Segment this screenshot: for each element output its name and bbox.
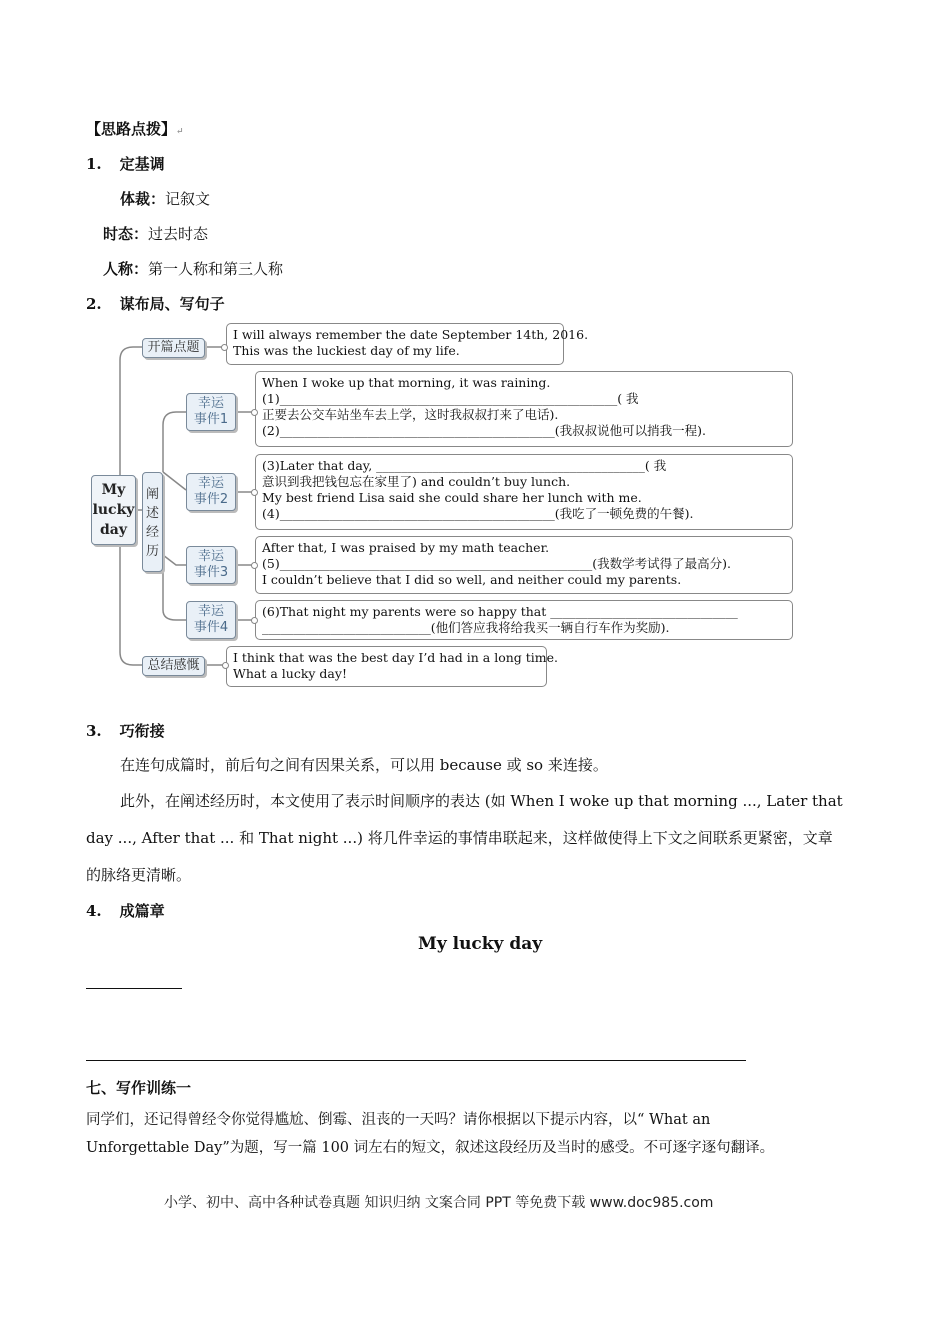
section-3-paragraph-2-line-2: day ..., After that ... 和 That night ...) 将几件幸运的事情串联起来，这样做使得上下文之间联系更紧密，文章 — [86, 829, 833, 847]
section-7-line-2: Unforgettable Day”为题，写一篇 100 词左右的短文，叙述这段经历及当时的感受。不可逐字逐句翻译。 — [86, 1140, 775, 1156]
section-1-heading: 1. 定基调 — [86, 155, 165, 173]
essay-title: My lucky day — [418, 934, 543, 954]
section-3-heading: 3. 巧衔接 — [86, 722, 165, 740]
tense-line: 时态：过去时态 — [103, 225, 209, 243]
connector-dot — [221, 344, 228, 351]
section-7-heading: 七、写作训练一 — [86, 1079, 192, 1097]
branch-closing: 总结感慨 — [142, 656, 205, 676]
event-label-4: 幸运 事件4 — [186, 601, 236, 639]
branch-middle: 阐 述 经 历 — [142, 472, 163, 572]
event-label-3: 幸运 事件3 — [186, 546, 236, 584]
section-3-paragraph-2-line-1: 此外，在阐述经历时，本文使用了表示时间顺序的表达 (如 When I woke up that morning ..., Later that — [120, 792, 843, 810]
section-3-paragraph-1: 在连句成篇时，前后句之间有因果关系，可以用 because 或 so 来连接。 — [120, 756, 608, 774]
branch-opening: 开篇点题 — [142, 338, 205, 358]
person-line: 人称：第一人称和第三人称 — [103, 260, 284, 278]
event-label-1: 幸运 事件1 — [186, 393, 236, 431]
connector-dot — [251, 409, 258, 416]
connector-dot — [251, 562, 258, 569]
section-3-paragraph-2-line-3: 的脉络更清晰。 — [86, 866, 192, 884]
event-box-1: When I woke up that morning, it was raining. (1)______________________________________________________( 我 正要去公交车站坐车去上学，这时我叔叔打来了电话). (2)____________________________________________(我叔叔说他可以捎我一程). — [255, 371, 793, 447]
mindmap-center: My lucky day — [91, 475, 136, 545]
section-hint: 【思路点拨】↵ — [86, 120, 184, 138]
section-2-heading: 2. 谋布局、写句子 — [86, 295, 225, 313]
connector-dot — [251, 617, 258, 624]
opening-box: I will always remember the date September 14th, 2016. This was the luckiest day of my life. — [226, 323, 564, 365]
essay-long-line — [86, 1060, 746, 1061]
event-box-2: (3)Later that day, ___________________________________________( 我 意识到我把钱包忘在家里了) and couldn’t buy lunch. My best friend Lisa said she could share her lunch with me. (4)____________________________________________(我吃了一顿免费的午餐). — [255, 454, 793, 530]
section-4-heading: 4. 成篇章 — [86, 902, 165, 920]
connector-dot — [251, 489, 258, 496]
essay-short-line — [86, 988, 182, 989]
section-7-line-1: 同学们，还记得曾经令你觉得尴尬、倒霉、沮丧的一天吗？请你根据以下提示内容，以“ What an — [86, 1112, 711, 1128]
event-label-2: 幸运 事件2 — [186, 473, 236, 511]
genre-line: 体裁：记叙文 — [120, 190, 211, 208]
connector-dot — [222, 662, 229, 669]
event-box-3: After that, I was praised by my math teacher. (5)__________________________________________________(我数学考试得了最高分). I couldn’t believe that I did so well, and neither could my parents. — [255, 536, 793, 594]
closing-box: I think that was the best day I’d had in a long time. What a lucky day! — [226, 646, 547, 687]
page-footer: 小学、初中、高中各种试卷真题 知识归纳 文案合同 PPT 等免费下载 www.doc985.com — [164, 1195, 714, 1211]
event-box-4: (6)That night my parents were so happy that ______________________________ ___________________________(他们答应我将给我买一辆自行车作为奖励). — [255, 600, 793, 640]
